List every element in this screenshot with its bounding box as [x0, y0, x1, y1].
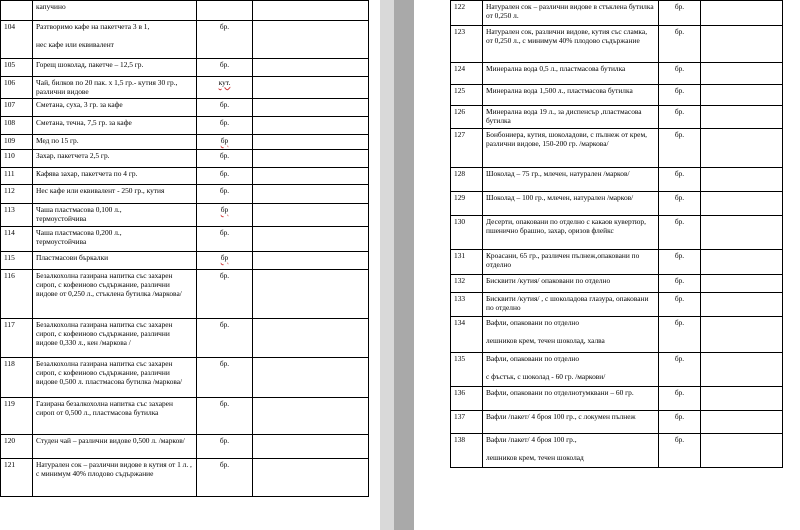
item-description: Шоколад – 75 гр., млечен, натурален /марков/	[483, 168, 659, 192]
item-unit: бр.	[197, 185, 253, 204]
table-row	[451, 250, 783, 275]
right-page	[414, 0, 800, 530]
item-unit	[197, 1, 253, 21]
item-unit: бр.	[659, 411, 701, 434]
table-row	[451, 353, 783, 387]
item-empty-cell	[701, 434, 783, 468]
item-number: 132	[451, 275, 483, 293]
table-row	[451, 85, 783, 106]
table-row	[1, 117, 369, 135]
item-number: 126	[451, 106, 483, 129]
item-number	[1, 1, 33, 21]
item-unit: бр.	[197, 319, 253, 358]
item-empty-cell	[701, 216, 783, 250]
item-number: 128	[451, 168, 483, 192]
item-number: 130	[451, 216, 483, 250]
item-description: Разтворимо кафе на пакетчета 3 в 1, нес кафе или еквивалент	[33, 21, 197, 59]
item-number: 131	[451, 250, 483, 275]
item-description: Безалкохолна газирана напитка със захарен сироп, с кофеиново съдържание, различни видове от 0,250 л., стъклена бутилка /маркова/	[33, 270, 197, 319]
item-unit: бр.	[197, 227, 253, 252]
item-unit: бр.	[197, 398, 253, 435]
item-description: Нес кафе или еквивалент - 250 гр., кутия	[33, 185, 197, 204]
table-row	[451, 293, 783, 317]
item-number: 113	[1, 204, 33, 227]
item-unit: бр.	[197, 99, 253, 117]
item-empty-cell	[253, 150, 369, 168]
item-empty-cell	[253, 135, 369, 150]
item-unit: бр.	[197, 168, 253, 185]
item-unit: бр.	[659, 26, 701, 63]
item-number: 106	[1, 77, 33, 99]
item-description: Десерти, опаковани по отделно с какаов кувертюр, пшенично брашно, захар, оризов флейкс	[483, 216, 659, 250]
item-unit: бр.	[659, 216, 701, 250]
table-row	[451, 1, 783, 26]
table-row	[451, 216, 783, 250]
item-number: 124	[451, 63, 483, 85]
item-description: Сметана, течна, 7,5 гр. за кафе	[33, 117, 197, 135]
table-row	[451, 168, 783, 192]
item-unit: бр.	[197, 21, 253, 59]
item-description: Чаша пластмасова 0,100 л., термоустойчива	[33, 204, 197, 227]
item-description: Минерална вода 19 л., за диспенсър ,пластмасова бутилка	[483, 106, 659, 129]
item-unit: бр.	[659, 63, 701, 85]
item-number: 111	[1, 168, 33, 185]
item-description: Кроасани, 65 гр., различен пълнеж,опаковани по отделно	[483, 250, 659, 275]
left-price-table	[0, 0, 369, 497]
item-number: 137	[451, 411, 483, 434]
item-number: 112	[1, 185, 33, 204]
item-empty-cell	[253, 21, 369, 59]
item-empty-cell	[701, 85, 783, 106]
table-row	[1, 398, 369, 435]
item-unit: бр.	[659, 387, 701, 411]
item-unit: бр	[197, 204, 253, 227]
item-empty-cell	[253, 77, 369, 99]
item-description: Минерална вода 0,5 л., пластмасова бутилка	[483, 63, 659, 85]
item-empty-cell	[253, 398, 369, 435]
item-number: 133	[451, 293, 483, 317]
item-empty-cell	[701, 106, 783, 129]
item-description: Вафли, опаковани по отделно с фъстък, с шоколад - 60 гр. /маркови/	[483, 353, 659, 387]
item-empty-cell	[253, 459, 369, 497]
item-empty-cell	[253, 270, 369, 319]
item-description: Сметана, суха, 3 гр. за кафе	[33, 99, 197, 117]
item-description: Чаша пластмасова 0,200 л., термоустойчива	[33, 227, 197, 252]
item-description: Мед по 15 гр.	[33, 135, 197, 150]
table-row	[1, 135, 369, 150]
item-number: 134	[451, 317, 483, 353]
table-row	[1, 319, 369, 358]
item-empty-cell	[701, 275, 783, 293]
table-row	[1, 270, 369, 319]
item-number: 105	[1, 59, 33, 77]
item-description: Вафли, опаковани по отделно лешников крем, течен шоколад, халва	[483, 317, 659, 353]
table-row	[1, 252, 369, 270]
item-description: Безалкохолна газирана напитка със захарен сироп, с кофеиново съдържание, различни видове 0,500 л. пластмасова бутилка /маркова/	[33, 358, 197, 398]
item-description: Безалкохолна газирана напитка със захарен сироп, с кофеиново съдържание, различни видове 0,330 л., кен /маркова /	[33, 319, 197, 358]
table-row	[1, 59, 369, 77]
right-price-table	[450, 0, 783, 468]
table-row	[1, 459, 369, 497]
item-empty-cell	[701, 168, 783, 192]
table-row	[1, 358, 369, 398]
table-row	[1, 21, 369, 59]
table-row	[1, 185, 369, 204]
item-unit: бр.	[197, 150, 253, 168]
item-description: Горещ шоколад, пакетче – 12,5 гр.	[33, 59, 197, 77]
item-empty-cell	[701, 353, 783, 387]
item-number: 119	[1, 398, 33, 435]
item-empty-cell	[253, 168, 369, 185]
item-empty-cell	[701, 293, 783, 317]
item-description: Студен чай – различни видове 0,500 л. /марков/	[33, 435, 197, 459]
item-description: капучино	[33, 1, 197, 21]
item-empty-cell	[253, 99, 369, 117]
item-unit: бр	[197, 252, 253, 270]
item-description: Вафли /пакет/ 4 броя 100 гр., с локумен пълнеж	[483, 411, 659, 434]
item-description: Бонбониера, кутия, шоколадови, с пълнеж от крем, различни видове, 150-200 гр. /маркова/	[483, 129, 659, 168]
item-empty-cell	[253, 204, 369, 227]
item-number: 117	[1, 319, 33, 358]
item-description: Вафли, опаковани по отделнотумквани – 60 гр.	[483, 387, 659, 411]
item-number: 118	[1, 358, 33, 398]
item-empty-cell	[253, 117, 369, 135]
table-row	[1, 77, 369, 99]
page-gutter	[380, 0, 394, 530]
item-description: Шоколад – 100 гр., млечен, натурален /марков/	[483, 192, 659, 216]
item-empty-cell	[253, 435, 369, 459]
item-unit: бр.	[659, 168, 701, 192]
table-row	[1, 99, 369, 117]
item-unit: бр.	[659, 434, 701, 468]
item-unit: бр.	[197, 459, 253, 497]
item-number: 107	[1, 99, 33, 117]
item-empty-cell	[253, 227, 369, 252]
item-description: Пластмасови бъркалки	[33, 252, 197, 270]
item-unit: бр.	[659, 317, 701, 353]
item-unit: бр	[197, 135, 253, 150]
item-empty-cell	[253, 185, 369, 204]
item-empty-cell	[253, 319, 369, 358]
table-row	[451, 387, 783, 411]
item-number: 122	[451, 1, 483, 26]
item-number: 116	[1, 270, 33, 319]
item-unit: бр.	[659, 353, 701, 387]
item-unit: бр.	[659, 192, 701, 216]
item-number: 136	[451, 387, 483, 411]
item-unit: бр.	[197, 435, 253, 459]
table-row	[451, 275, 783, 293]
item-empty-cell	[253, 358, 369, 398]
table-row	[1, 204, 369, 227]
item-number: 123	[451, 26, 483, 63]
item-description: Кафява захар, пакетчета по 4 гр.	[33, 168, 197, 185]
table-row	[451, 317, 783, 353]
item-number: 121	[1, 459, 33, 497]
table-row	[1, 435, 369, 459]
table-row	[1, 150, 369, 168]
item-number: 138	[451, 434, 483, 468]
item-description: Чай, билков по 20 пак. х 1,5 гр.- кутия 30 гр., различни видове	[33, 77, 197, 99]
table-row	[451, 192, 783, 216]
item-empty-cell	[253, 252, 369, 270]
item-empty-cell	[701, 1, 783, 26]
item-unit: бр.	[659, 250, 701, 275]
table-row	[451, 63, 783, 85]
item-description: Захар, пакетчета 2,5 гр.	[33, 150, 197, 168]
item-number: 108	[1, 117, 33, 135]
item-empty-cell	[701, 387, 783, 411]
item-unit: бр.	[659, 1, 701, 26]
item-number: 104	[1, 21, 33, 59]
item-empty-cell	[253, 59, 369, 77]
item-empty-cell	[701, 411, 783, 434]
item-unit: бр.	[197, 358, 253, 398]
item-number: 114	[1, 227, 33, 252]
table-row	[1, 168, 369, 185]
item-number: 115	[1, 252, 33, 270]
item-unit: бр.	[659, 293, 701, 317]
table-row	[451, 434, 783, 468]
item-unit: бр.	[197, 59, 253, 77]
table-row	[451, 411, 783, 434]
item-description: Бисквити /кутия/ , с шоколадова глазура, опаковани по отделно	[483, 293, 659, 317]
item-description: Газирана безалкохолна напитка със захарен сироп от 0,500 л., пластмасова бутилка	[33, 398, 197, 435]
item-empty-cell	[701, 26, 783, 63]
item-number: 109	[1, 135, 33, 150]
item-unit: бр.	[659, 129, 701, 168]
table-row	[1, 227, 369, 252]
left-page	[0, 0, 380, 530]
item-unit: бр.	[659, 106, 701, 129]
item-number: 110	[1, 150, 33, 168]
item-description: Натурален сок, различни видове, кутия със сламка, от 0,250 л., с минимум 40% плодово съдържание	[483, 26, 659, 63]
item-number: 120	[1, 435, 33, 459]
item-empty-cell	[701, 63, 783, 85]
item-unit: бр.	[659, 85, 701, 106]
item-unit: бр.	[197, 117, 253, 135]
table-row	[451, 106, 783, 129]
item-empty-cell	[253, 1, 369, 21]
item-number: 125	[451, 85, 483, 106]
table-row	[451, 129, 783, 168]
item-unit: бр.	[659, 275, 701, 293]
item-unit: кут.	[197, 77, 253, 99]
item-empty-cell	[701, 250, 783, 275]
item-description: Бисквити /кутия/ опаковани по отделно	[483, 275, 659, 293]
item-empty-cell	[701, 129, 783, 168]
table-row	[1, 1, 369, 21]
item-empty-cell	[701, 317, 783, 353]
item-description: Натурален сок – различни видове в кутия от 1 л. , с минимум 40% плодово съдържание	[33, 459, 197, 497]
item-description: Натурален сок – различни видове в стъклена бутилка от 0,250 л.	[483, 1, 659, 26]
item-number: 129	[451, 192, 483, 216]
item-number: 135	[451, 353, 483, 387]
item-number: 127	[451, 129, 483, 168]
item-empty-cell	[701, 192, 783, 216]
item-unit: бр.	[197, 270, 253, 319]
item-description: Минерална вода 1,500 л., пластмасова бутилка	[483, 85, 659, 106]
table-row	[451, 26, 783, 63]
item-description: Вафли /пакет/ 4 броя 100 гр., лешников крем, течен шоколад	[483, 434, 659, 468]
